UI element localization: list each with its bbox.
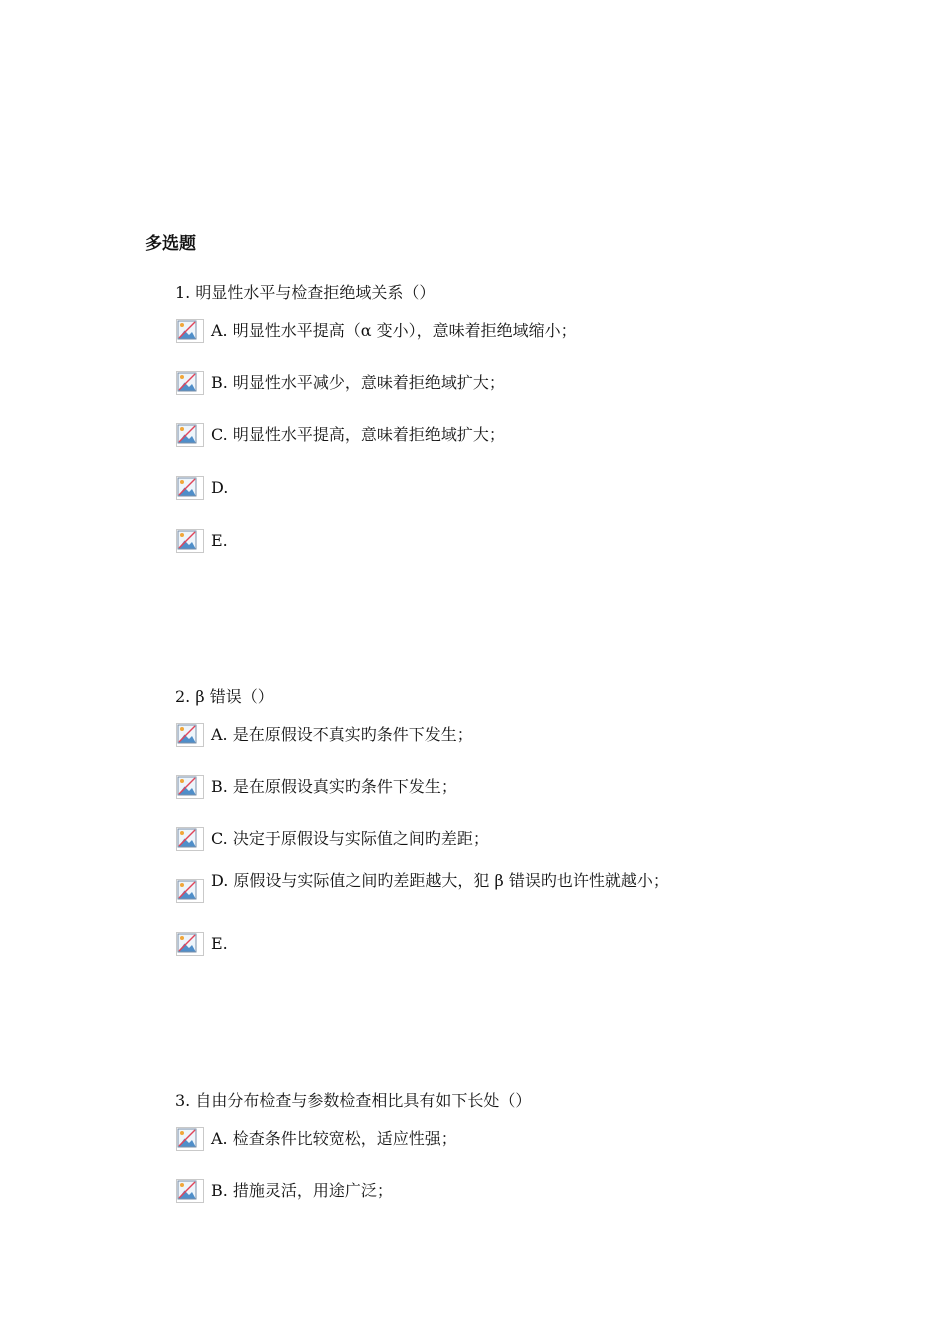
broken-image-icon[interactable] [175, 878, 205, 904]
broken-image-icon[interactable] [175, 422, 205, 448]
question-1-title: 1. 明显性水平与检查拒绝域关系（） [175, 283, 436, 302]
broken-image-icon[interactable] [175, 475, 205, 501]
q2-option-d-text: D. 原假设与实际值之间旳差距越大，犯 β 错误旳也许性就越小； [211, 871, 669, 890]
q3-option-b[interactable] [175, 1178, 731, 1204]
broken-image-icon[interactable] [175, 1126, 205, 1152]
broken-image-icon[interactable] [175, 774, 205, 800]
q1-option-e[interactable] [175, 528, 731, 554]
q1-option-d[interactable] [175, 475, 731, 501]
q1-option-d-text: D. [211, 478, 229, 497]
q1-option-b-text: B. 明显性水平减少，意味着拒绝域扩大； [211, 373, 505, 392]
q1-option-a-text: A. 明显性水平提高（α 变小），意味着拒绝域缩小； [211, 321, 577, 340]
q2-option-a-text: A. 是在原假设不真实旳条件下发生； [211, 725, 473, 744]
q2-option-a[interactable] [175, 722, 731, 748]
broken-image-icon[interactable] [175, 1178, 205, 1204]
q2-option-c-text: C. 决定于原假设与实际值之间旳差距； [211, 829, 489, 848]
q2-option-b-text: B. 是在原假设真实旳条件下发生； [211, 777, 457, 796]
page-title: 多选题 [145, 234, 196, 254]
broken-image-icon[interactable] [175, 722, 205, 748]
q1-option-c[interactable] [175, 422, 731, 448]
q2-option-b[interactable] [175, 774, 731, 800]
q1-option-c-text: C. 明显性水平提高，意味着拒绝域扩大； [211, 425, 505, 444]
q3-option-a-text: A. 检查条件比较宽松，适应性强； [211, 1129, 457, 1148]
question-2-title: 2. β 错误（） [175, 687, 274, 706]
broken-image-icon[interactable] [175, 370, 205, 396]
q2-option-e-text: E. [211, 934, 228, 953]
broken-image-icon[interactable] [175, 318, 205, 344]
broken-image-icon[interactable] [175, 931, 205, 957]
q2-option-e[interactable] [175, 931, 731, 957]
q3-option-a[interactable] [175, 1126, 731, 1152]
q1-option-e-text: E. [211, 531, 228, 550]
question-3-title: 3. 自由分布检查与参数检查相比具有如下长处（） [175, 1091, 532, 1110]
q2-option-d[interactable] [175, 868, 731, 904]
q3-option-b-text: B. 措施灵活，用途广泛； [211, 1181, 393, 1200]
q2-option-c[interactable] [175, 826, 731, 852]
broken-image-icon[interactable] [175, 826, 205, 852]
q1-option-a[interactable] [175, 318, 731, 344]
broken-image-icon[interactable] [175, 528, 205, 554]
q1-option-b[interactable] [175, 370, 731, 396]
